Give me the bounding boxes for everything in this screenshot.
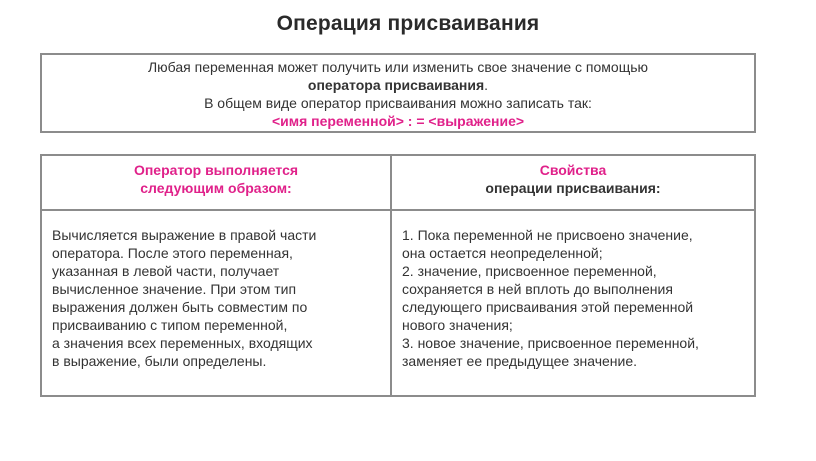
left-body-line: указанная в левой части, получает: [52, 263, 280, 279]
right-body-line: сохраняется в ней вплоть до выполнения: [402, 281, 673, 297]
right-body-line: 3. новое значение, присвоенное переменной,: [402, 335, 699, 351]
left-body-line: оператора. После этого переменная,: [52, 245, 293, 261]
right-body-line: она остается неопределенной;: [402, 245, 603, 261]
right-body-line: 1. Пока переменной не присвоено значение,: [402, 227, 693, 243]
left-header-line-1: Оператор выполняется: [133, 162, 299, 178]
left-header-line-2: следующим образом:: [140, 180, 292, 196]
left-body-line: присваиванию с типом переменной,: [52, 317, 288, 333]
intro-term: оператора присваивания: [307, 77, 485, 93]
right-column-header: [392, 156, 754, 211]
left-body-line: Вычисляется выражение в правой части: [52, 227, 317, 243]
intro-line-3: В общем виде оператор присваивания можно записать так:: [204, 95, 592, 111]
left-body-line: в выражение, были определены.: [52, 353, 267, 369]
left-body-line: вычисленное значение. При этом тип: [52, 281, 297, 297]
left-column-header: [42, 156, 392, 211]
right-header-line-1: Свойства: [539, 162, 607, 178]
comparison-table: [40, 154, 756, 397]
right-body-line: следующего присваивания этой переменной: [402, 299, 694, 315]
intro-line-2: [42, 76, 754, 94]
right-header-line-2: операции присваивания:: [485, 180, 661, 196]
right-body-line: 2. значение, присвоенное переменной,: [402, 263, 657, 279]
right-column-body: [392, 211, 754, 395]
left-body-line: выражения должен быть совместим по: [52, 299, 308, 315]
left-body-line: а значения всех переменных, входящих: [52, 335, 313, 351]
left-column-body: [42, 211, 392, 395]
page-title: Операция присваивания: [276, 12, 540, 35]
right-body-line: нового значения;: [402, 317, 513, 333]
intro-box: [40, 53, 756, 133]
right-body-line: заменяет ее предыдущее значение.: [402, 353, 638, 369]
assignment-formula: <имя переменной> : = <выражение>: [271, 113, 525, 129]
intro-period: .: [484, 77, 489, 93]
intro-line-1: Любая переменная может получить или изменить свое значение с помощью: [147, 59, 649, 75]
